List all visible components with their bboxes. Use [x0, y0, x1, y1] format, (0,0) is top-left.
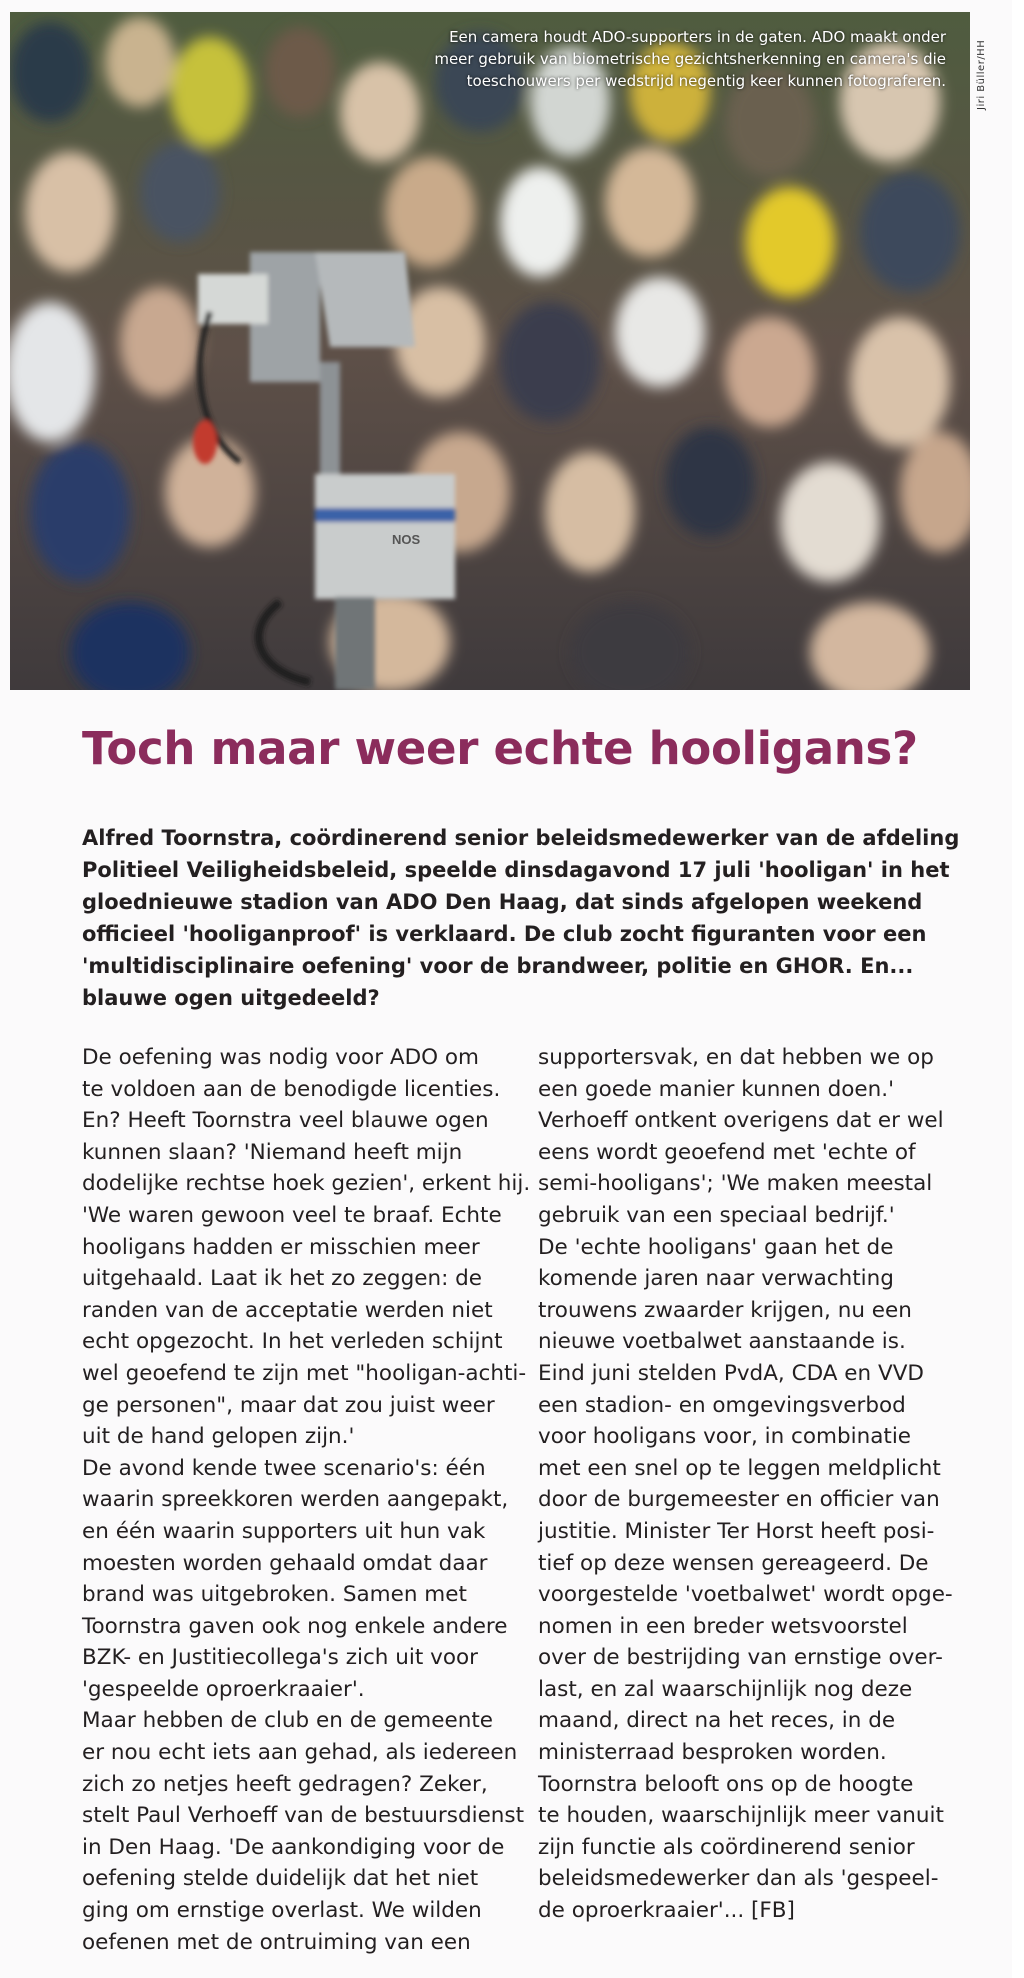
body-line: nieuwe voetbalwet aanstaande is.	[538, 1329, 906, 1355]
body-line: er nou echt iets aan gehad, als iedereen	[82, 1740, 518, 1766]
body-line: tief op deze wensen gereageerd. De	[538, 1550, 929, 1576]
body-line: last, en zal waarschijnlijk nog deze	[538, 1676, 913, 1702]
body-line: randen van de acceptatie werden niet	[82, 1297, 493, 1323]
crowd-camera-image	[10, 12, 970, 690]
body-line: dodelijke rechtse hoek gezien', erkent hij.	[82, 1171, 531, 1197]
article-headline: Toch maar weer echte hooligans?	[82, 722, 918, 775]
body-line: in Den Haag. 'De aankondiging voor de	[82, 1834, 505, 1860]
body-line: voorgestelde 'voetbalwet' wordt opge-	[538, 1582, 953, 1608]
body-line: door de burgemeester en officier van	[538, 1487, 940, 1513]
body-line: De avond kende twee scenario's: één	[82, 1455, 486, 1481]
body-line: brand was uitgebroken. Samen met	[82, 1582, 467, 1608]
body-line: echt opgezocht. In het verleden schijnt	[82, 1329, 503, 1355]
body-line: stelt Paul Verhoeff van de bestuursdienst	[82, 1803, 525, 1829]
body-line: Toornstra belooft ons op de hoogte	[538, 1771, 914, 1797]
body-line: 'We waren gewoon veel te braaf. Echte	[82, 1202, 502, 1228]
body-line: semi-hooligans'; 'We maken meestal	[538, 1171, 933, 1197]
body-line: kunnen slaan? 'Niemand heeft mijn	[82, 1139, 463, 1165]
body-line: Eind juni stelden PvdA, CDA en VVD	[538, 1360, 924, 1386]
body-line: en één waarin supporters uit hun vak	[82, 1518, 486, 1544]
body-line: voor hooligans voor, in combinatie	[538, 1424, 912, 1450]
body-line: zijn functie als coördinerend senior	[538, 1834, 915, 1860]
body-line: een stadion- en omgevingsverbod	[538, 1392, 906, 1418]
body-line: uitgehaald. Laat ik het zo zeggen: de	[82, 1266, 483, 1292]
photo-credit: Jiri Büller/HH	[976, 39, 987, 110]
body-line: maand, direct na het reces, in de	[538, 1708, 896, 1734]
body-line: justitie. Minister Ter Horst heeft posi-	[538, 1518, 935, 1544]
body-line: nomen in een breder wetsvoorstel	[538, 1613, 908, 1639]
body-column-left	[82, 1042, 531, 1958]
body-line: ge personen", maar dat zou juist weer	[82, 1392, 495, 1418]
body-line: 'gespeelde oproerkraaier'.	[82, 1676, 365, 1702]
body-line: wel geoefend te zijn met "hooligan-achti-	[82, 1360, 527, 1386]
body-line: gebruik van een speciaal bedrijf.'	[538, 1202, 895, 1228]
camera-label: NOS	[392, 532, 421, 547]
body-line: De oefening was nodig voor ADO om	[82, 1045, 480, 1070]
body-line: BZK- en Justitiecollega's zich uit voor	[82, 1645, 478, 1671]
body-line: de oproerkraaier'... [FB]	[538, 1898, 795, 1924]
body-line: eens wordt geoefend met 'echte of	[538, 1139, 916, 1165]
body-line: beleidsmedewerker dan als 'gespeel-	[538, 1866, 939, 1892]
body-line: De 'echte hooligans' gaan het de	[538, 1234, 894, 1260]
body-line: ging om ernstige overlast. We wilden	[82, 1898, 482, 1924]
body-line: te houden, waarschijnlijk meer vanuit	[538, 1803, 944, 1829]
body-line: Verhoeff ontkent overigens dat er wel	[538, 1108, 944, 1134]
body-line: moesten worden gehaald omdat daar	[82, 1550, 488, 1576]
body-line: zich zo netjes heeft gedragen? Zeker,	[82, 1771, 488, 1797]
body-line: met een snel op te leggen meldplicht	[538, 1455, 941, 1481]
photo-caption: Een camera houdt ADO-supporters in de gaten. ADO maakt onder meer gebruik van biometrische gezichtsherkenning en camera's die toeschouwers per wedstrijd negentig keer kunnen fotograferen.	[434, 28, 946, 90]
body-line: oefenen met de ontruiming van een	[82, 1929, 471, 1955]
page-edge	[1012, 0, 1024, 1978]
body-line: trouwens zwaarder krijgen, nu een	[538, 1297, 912, 1323]
body-line: te voldoen aan de benodigde licenties.	[82, 1076, 501, 1102]
body-line: hooligans hadden er misschien meer	[82, 1234, 480, 1260]
body-line: waarin spreekkoren werden aangepakt,	[82, 1487, 509, 1513]
body-line: oefening stelde duidelijk dat het niet	[82, 1866, 479, 1892]
body-line: Maar hebben de club en de gemeente	[82, 1708, 493, 1734]
body-line: over de bestrijding van ernstige over-	[538, 1645, 943, 1671]
body-line: Toornstra gaven ook nog enkele andere	[82, 1613, 508, 1639]
body-line: een goede manier kunnen doen.'	[538, 1076, 895, 1102]
body-line: supportersvak, en dat hebben we op	[538, 1045, 934, 1070]
body-line: uit de hand gelopen zijn.'	[82, 1424, 355, 1450]
stadium-photo	[10, 12, 970, 690]
body-line: En? Heeft Toornstra veel blauwe ogen	[82, 1108, 489, 1134]
article-lead: Alfred Toornstra, coördinerend senior beleidsmedewerker van de afdeling Politieel Veiligheidsbeleid, speelde dinsdagavond 17 juli 'hooligan' in het gloednieuwe stadion van ADO Den Haag, dat sinds afgelopen weekend officieel 'hooliganproof' is verklaard. De club zocht figuranten voor een 'multidisciplinaire oefening' voor de brandweer, politie en GHOR. En... blauwe ogen uitgedeeld?	[82, 826, 960, 1010]
body-line: ministerraad besproken worden.	[538, 1740, 887, 1766]
body-line: komende jaren naar verwachting	[538, 1266, 894, 1292]
body-column-right	[538, 1042, 968, 1927]
